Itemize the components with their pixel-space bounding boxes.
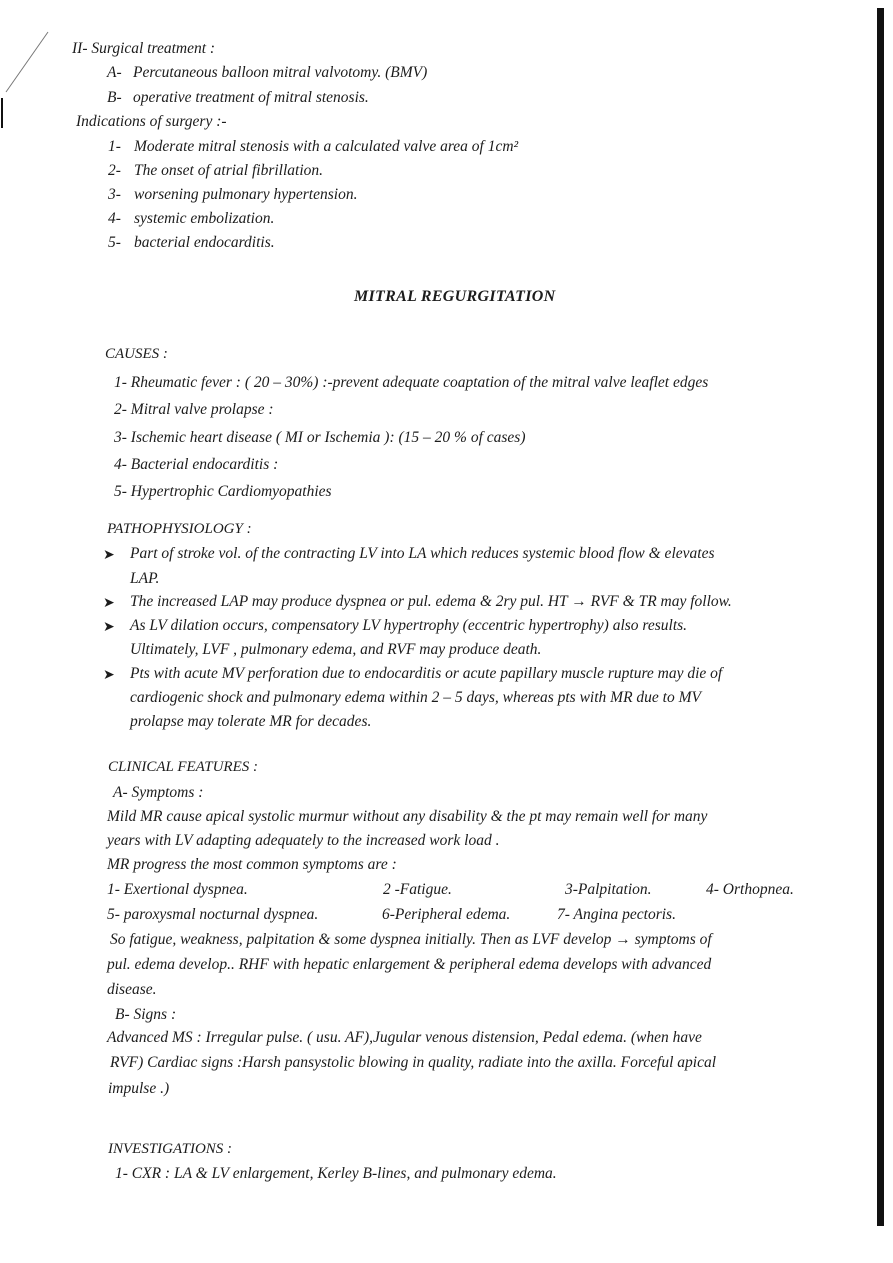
indication-item-5 xyxy=(108,234,275,252)
patho-bullet-1-line-1: Part of stroke vol. of the contracting LV into LA which reduces systemic blood flow & elevates xyxy=(130,545,715,562)
patho-bullet-2-line-1: The increased LAP may produce dyspnea or pul. edema & 2ry pul. HT → RVF & TR may follow. xyxy=(130,593,732,610)
symptoms-after-line-2: pul. edema develop.. RHF with hepatic enlargement & peripheral edema develops with advanced xyxy=(107,956,712,973)
indication-item-4 xyxy=(108,210,274,228)
symptoms-line-3: MR progress the most common symptoms are : xyxy=(107,856,397,873)
item-text: The onset of atrial fibrillation. xyxy=(134,162,324,179)
symptoms-after-line-3: disease. xyxy=(107,981,157,998)
bullet-arrow-icon: ➤ xyxy=(103,596,115,611)
item-text: worsening pulmonary hypertension. xyxy=(134,186,358,203)
item-text: bacterial endocarditis. xyxy=(134,234,275,251)
signs-line-1: Advanced MS : Irregular pulse. ( usu. AF),Jugular venous distension, Pedal edema. (when have xyxy=(107,1029,702,1046)
cause-item-5: 5- Hypertrophic Cardiomyopathies xyxy=(114,483,332,500)
item-number: 1- xyxy=(108,138,121,155)
signs-line-3: impulse .) xyxy=(108,1080,170,1097)
investigations-heading: INVESTIGATIONS : xyxy=(108,1141,233,1157)
symptoms-line-2: years with LV adapting adequately to the increased work load . xyxy=(107,832,500,849)
patho-bullet-4-line-1: Pts with acute MV perforation due to endocarditis or acute papillary muscle rupture may die of xyxy=(130,665,723,682)
signs-line-2: RVF) Cardiac signs :Harsh pansystolic blowing in quality, radiate into the axilla. Forceful apical xyxy=(110,1054,717,1071)
patho-bullet-3-line-2: Ultimately, LVF , pulmonary edema, and RVF may produce death. xyxy=(130,641,542,658)
symptom-list-item: 2 -Fatigue. xyxy=(383,881,452,898)
symptom-list-item: 4- Orthopnea. xyxy=(706,881,794,898)
patho-bullet-3-line-1: As LV dilation occurs, compensatory LV hypertrophy (eccentric hypertrophy) also results. xyxy=(130,617,688,634)
surgical-item-b xyxy=(107,89,369,107)
symptoms-label: A- Symptoms : xyxy=(113,784,204,801)
page-title: MITRAL REGURGITATION xyxy=(354,288,556,305)
cause-item-1: 1- Rheumatic fever : ( 20 – 30%) :-prevent adequate coaptation of the mitral valve leaflet edges xyxy=(114,374,709,391)
clinical-heading: CLINICAL FEATURES : xyxy=(108,759,259,775)
page-corner-mark xyxy=(0,30,60,130)
symptom-list-item: 5- paroxysmal nocturnal dyspnea. xyxy=(107,906,319,923)
signs-label: B- Signs : xyxy=(115,1006,177,1023)
symptom-list-item: 7- Angina pectoris. xyxy=(557,906,676,923)
symptom-list-item: 1- Exertional dyspnea. xyxy=(107,881,248,898)
patho-bullet-1-line-2: LAP. xyxy=(130,570,160,587)
patho-bullet-4-line-3: prolapse may tolerate MR for decades. xyxy=(130,713,372,730)
item-number: 3- xyxy=(108,186,121,203)
item-text: systemic embolization. xyxy=(134,210,275,227)
surgical-item-a xyxy=(107,64,427,82)
investigation-item-1: 1- CXR : LA & LV enlargement, Kerley B-lines, and pulmonary edema. xyxy=(115,1165,557,1182)
indications-heading: Indications of surgery :- xyxy=(76,113,227,130)
item-text: operative treatment of mitral stenosis. xyxy=(133,89,369,106)
indication-item-3 xyxy=(108,186,357,204)
symptom-list-item: 6-Peripheral edema. xyxy=(382,906,511,923)
surgical-heading: II- Surgical treatment : xyxy=(72,40,216,57)
indication-item-1 xyxy=(108,138,518,156)
item-number: 2- xyxy=(108,162,121,179)
scan-edge-shadow xyxy=(877,8,884,1226)
pathophysiology-heading: PATHOPHYSIOLOGY : xyxy=(107,521,252,537)
cause-item-2: 2- Mitral valve prolapse : xyxy=(114,401,274,418)
item-number: B- xyxy=(107,89,122,106)
symptoms-after-line-1: So fatigue, weakness, palpitation & some dyspnea initially. Then as LVF develop → symptoms of xyxy=(110,931,712,948)
bullet-arrow-icon: ➤ xyxy=(103,548,115,563)
symptoms-line-1: Mild MR cause apical systolic murmur without any disability & the pt may remain well for many xyxy=(107,808,708,825)
causes-heading: CAUSES : xyxy=(105,346,168,362)
item-number: A- xyxy=(107,64,122,81)
item-number: 4- xyxy=(108,210,121,227)
symptom-list-item: 3-Palpitation. xyxy=(565,881,652,898)
cause-item-4: 4- Bacterial endocarditis : xyxy=(114,456,279,473)
cause-item-3: 3- Ischemic heart disease ( MI or Ischemia ): (15 – 20 % of cases) xyxy=(114,429,526,446)
patho-bullet-4-line-2: cardiogenic shock and pulmonary edema within 2 – 5 days, whereas pts with MR due to MV xyxy=(130,689,701,706)
indication-item-2 xyxy=(108,162,323,180)
item-text: Moderate mitral stenosis with a calculated valve area of 1cm² xyxy=(134,138,519,155)
item-number: 5- xyxy=(108,234,121,251)
bullet-arrow-icon: ➤ xyxy=(103,668,115,683)
bullet-arrow-icon: ➤ xyxy=(103,620,115,635)
item-text: Percutaneous balloon mitral valvotomy. (BMV) xyxy=(133,64,428,81)
